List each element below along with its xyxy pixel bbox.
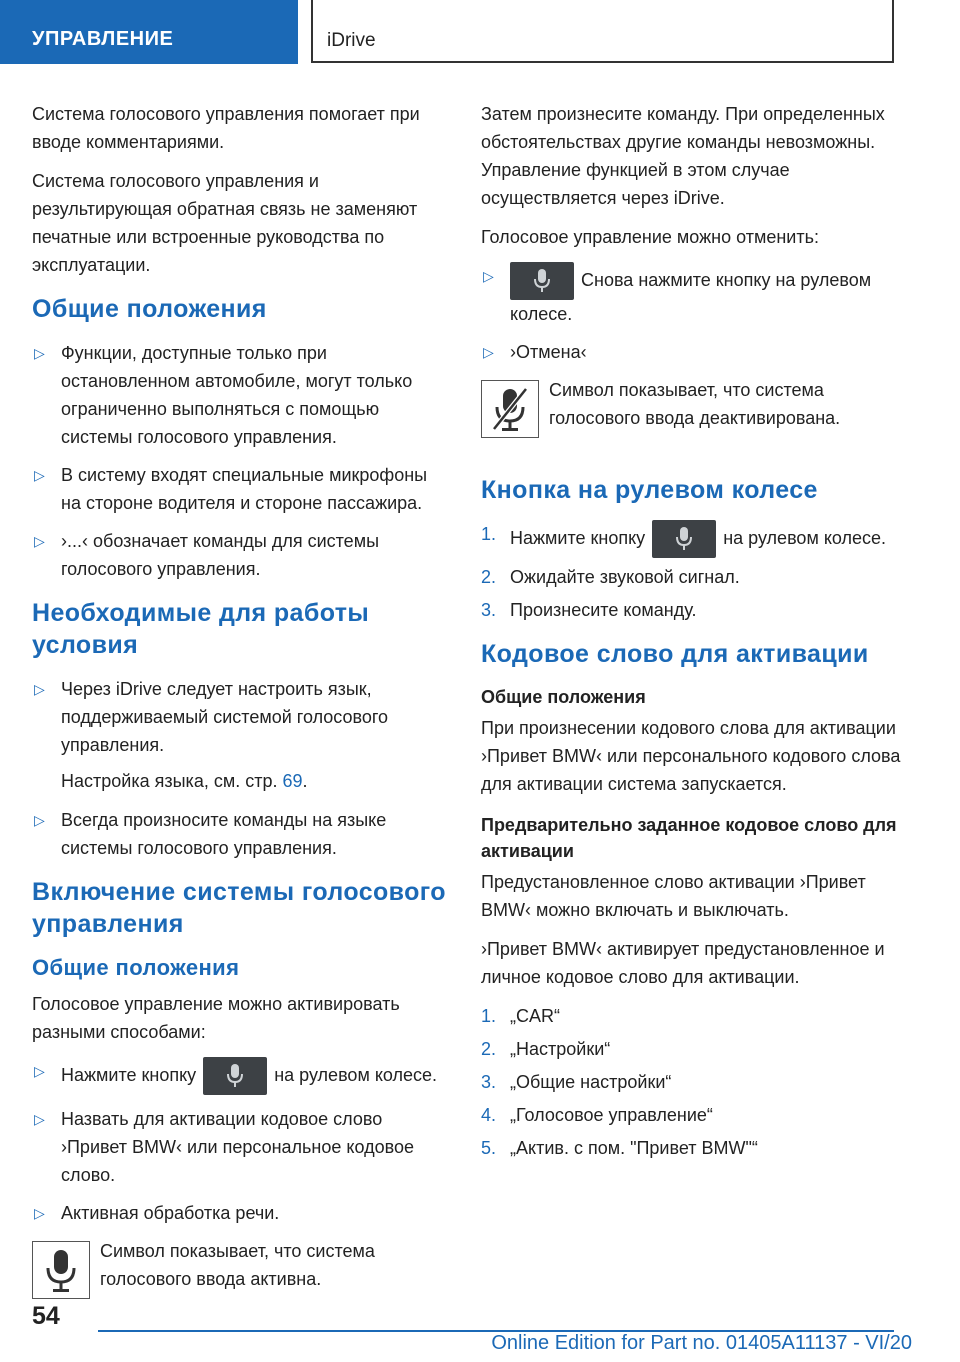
prereq-list-2: [32, 806, 452, 862]
disclaimer-paragraph: Система голосового управления и результирующая обратная связь не заменяют печатные или встроенные руководства по эксплуатации.: [32, 171, 418, 275]
step-number: 1.: [481, 1006, 497, 1026]
then-paragraph: Затем произнесите команду. При определенных обстоятельствах другие команды невозможны. Управление функцией в этом случае осуществляется через iDrive.: [481, 104, 885, 208]
triangle-bullet-icon: ▷: [34, 533, 45, 549]
heading-wheel-button: Кнопка на рулевом колесе: [481, 476, 818, 504]
list-item: 5. „Актив. с пом. "Привет BMW"“: [481, 1134, 911, 1162]
right-column: [481, 100, 911, 1170]
triangle-bullet-icon: ▷: [34, 467, 45, 483]
heading-general: Общие положения: [32, 295, 267, 323]
list-item: ▷ В систему входят специальные микрофоны на стороне водителя и стороне пассажира.: [32, 461, 452, 517]
microphone-icon: [33, 1242, 89, 1298]
triangle-bullet-icon: ▷: [34, 345, 45, 361]
list-item: 2. Ожидайте звуковой сигнал.: [481, 563, 911, 591]
heading-prerequisites: Необходимые для работы условия: [32, 599, 370, 659]
triangle-bullet-icon: ▷: [34, 812, 45, 828]
voice-button-image: [652, 520, 716, 558]
step-number: 3.: [481, 1072, 497, 1092]
list-item: 1. „CAR“: [481, 1002, 911, 1030]
left-column: [32, 100, 452, 1331]
cancel-list: [481, 262, 911, 366]
heading-enable: Включение системы голосового управления: [32, 878, 446, 938]
symbol-active-text: Символ показывает, что система голосового ввода активна.: [100, 1241, 375, 1289]
step-number: 4.: [481, 1105, 497, 1125]
microphone-icon: [676, 527, 692, 551]
triangle-bullet-icon: ▷: [34, 681, 45, 697]
step-number: 2.: [481, 1039, 497, 1059]
symbol-active-row: [32, 1237, 452, 1321]
wheel-steps: [481, 520, 911, 624]
enable-list: [32, 1057, 452, 1227]
triangle-bullet-icon: ▷: [483, 344, 494, 360]
general-list: [32, 339, 452, 583]
triangle-bullet-icon: ▷: [483, 268, 494, 284]
list-item: ▷ Снова нажмите кнопку на рулевом колесе.: [481, 262, 911, 328]
symbol-inactive-text: Символ показывает, что система голосового ввода деактивирована.: [549, 380, 841, 428]
microphone-icon: [227, 1064, 243, 1088]
step-number: 3.: [481, 600, 497, 620]
list-item: 4. „Голосовое управление“: [481, 1101, 911, 1129]
section-title: iDrive: [327, 30, 376, 51]
cancel-intro: Голосовое управление можно отменить:: [481, 227, 819, 247]
list-item: ▷ Активная обработка речи.: [32, 1199, 452, 1227]
page-number: 54: [32, 1302, 60, 1330]
chapter-title: УПРАВЛЕНИЕ: [32, 28, 174, 50]
wake-default-text-1: Предустановленное слово активации ›Привет BMW‹ можно включать и выключать.: [481, 872, 866, 920]
wake-general-text: При произнесении кодового слова для активации ›Привет BMW‹ или персонального кодового слова для активации система запускается.: [481, 718, 901, 794]
prereq-list: [32, 675, 452, 759]
heading-wake-word: Кодовое слово для активации: [481, 640, 869, 668]
triangle-bullet-icon: ▷: [34, 1111, 45, 1127]
list-item: 2. „Настройки“: [481, 1035, 911, 1063]
triangle-bullet-icon: ▷: [34, 1063, 45, 1079]
list-item: ▷ Через iDrive следует настроить язык, поддерживаемый системой голосового управления.: [32, 675, 452, 759]
symbol-inactive-row: [481, 376, 911, 460]
list-item: ▷ Назвать для активации кодовое слово ›Привет BMW‹ или персональное кодовое слово.: [32, 1105, 452, 1189]
edition-footer: Online Edition for Part no. 01405A11137 - VI/20: [491, 1332, 912, 1354]
list-item: 3. Произнесите команду.: [481, 596, 911, 624]
list-item: 3. „Общие настройки“: [481, 1068, 911, 1096]
wake-default-text-2: ›Привет BMW‹ активирует предустановленное и личное кодовое слово для активации.: [481, 939, 885, 987]
intro-paragraph: Система голосового управления помогает при вводе комментариями.: [32, 104, 420, 152]
list-item: ▷ ›...‹ обозначает команды для системы голосового управления.: [32, 527, 452, 583]
voice-button-image: [510, 262, 574, 300]
page-link[interactable]: 69: [282, 771, 303, 791]
step-number: 2.: [481, 567, 497, 587]
chapter-tab: [0, 0, 298, 64]
section-tab: [311, 0, 894, 63]
microphone-active-symbol: [32, 1241, 90, 1299]
microphone-off-icon: [482, 381, 538, 437]
list-item: ▷ Всегда произносите команды на языке системы голосового управления.: [32, 806, 452, 862]
step-number: 5.: [481, 1138, 497, 1158]
subheading-wake-default: Предварительно заданное кодовое слово для активации: [481, 815, 897, 861]
microphone-off-symbol: [481, 380, 539, 438]
wake-steps: [481, 1002, 911, 1162]
language-note: Настройка языка, см. стр. 69.: [61, 771, 308, 791]
triangle-bullet-icon: ▷: [34, 1205, 45, 1221]
subheading-enable-general: Общие положения: [32, 955, 240, 980]
subheading-wake-general: Общие положения: [481, 687, 646, 707]
enable-intro: Голосовое управление можно активировать разными способами:: [32, 994, 400, 1042]
microphone-icon: [534, 269, 550, 293]
list-item: ▷ Нажмите кнопку на рулевом колесе.: [32, 1057, 452, 1095]
list-item: ▷ Функции, доступные только при остановленном автомобиле, могут только ограниченно выполняться с помощью системы голосового управления.: [32, 339, 452, 451]
list-item: 1. Нажмите кнопку на рулевом колесе.: [481, 520, 911, 558]
list-item: ▷ ›Отмена‹: [481, 338, 911, 366]
step-number: 1.: [481, 524, 497, 544]
voice-button-image: [203, 1057, 267, 1095]
